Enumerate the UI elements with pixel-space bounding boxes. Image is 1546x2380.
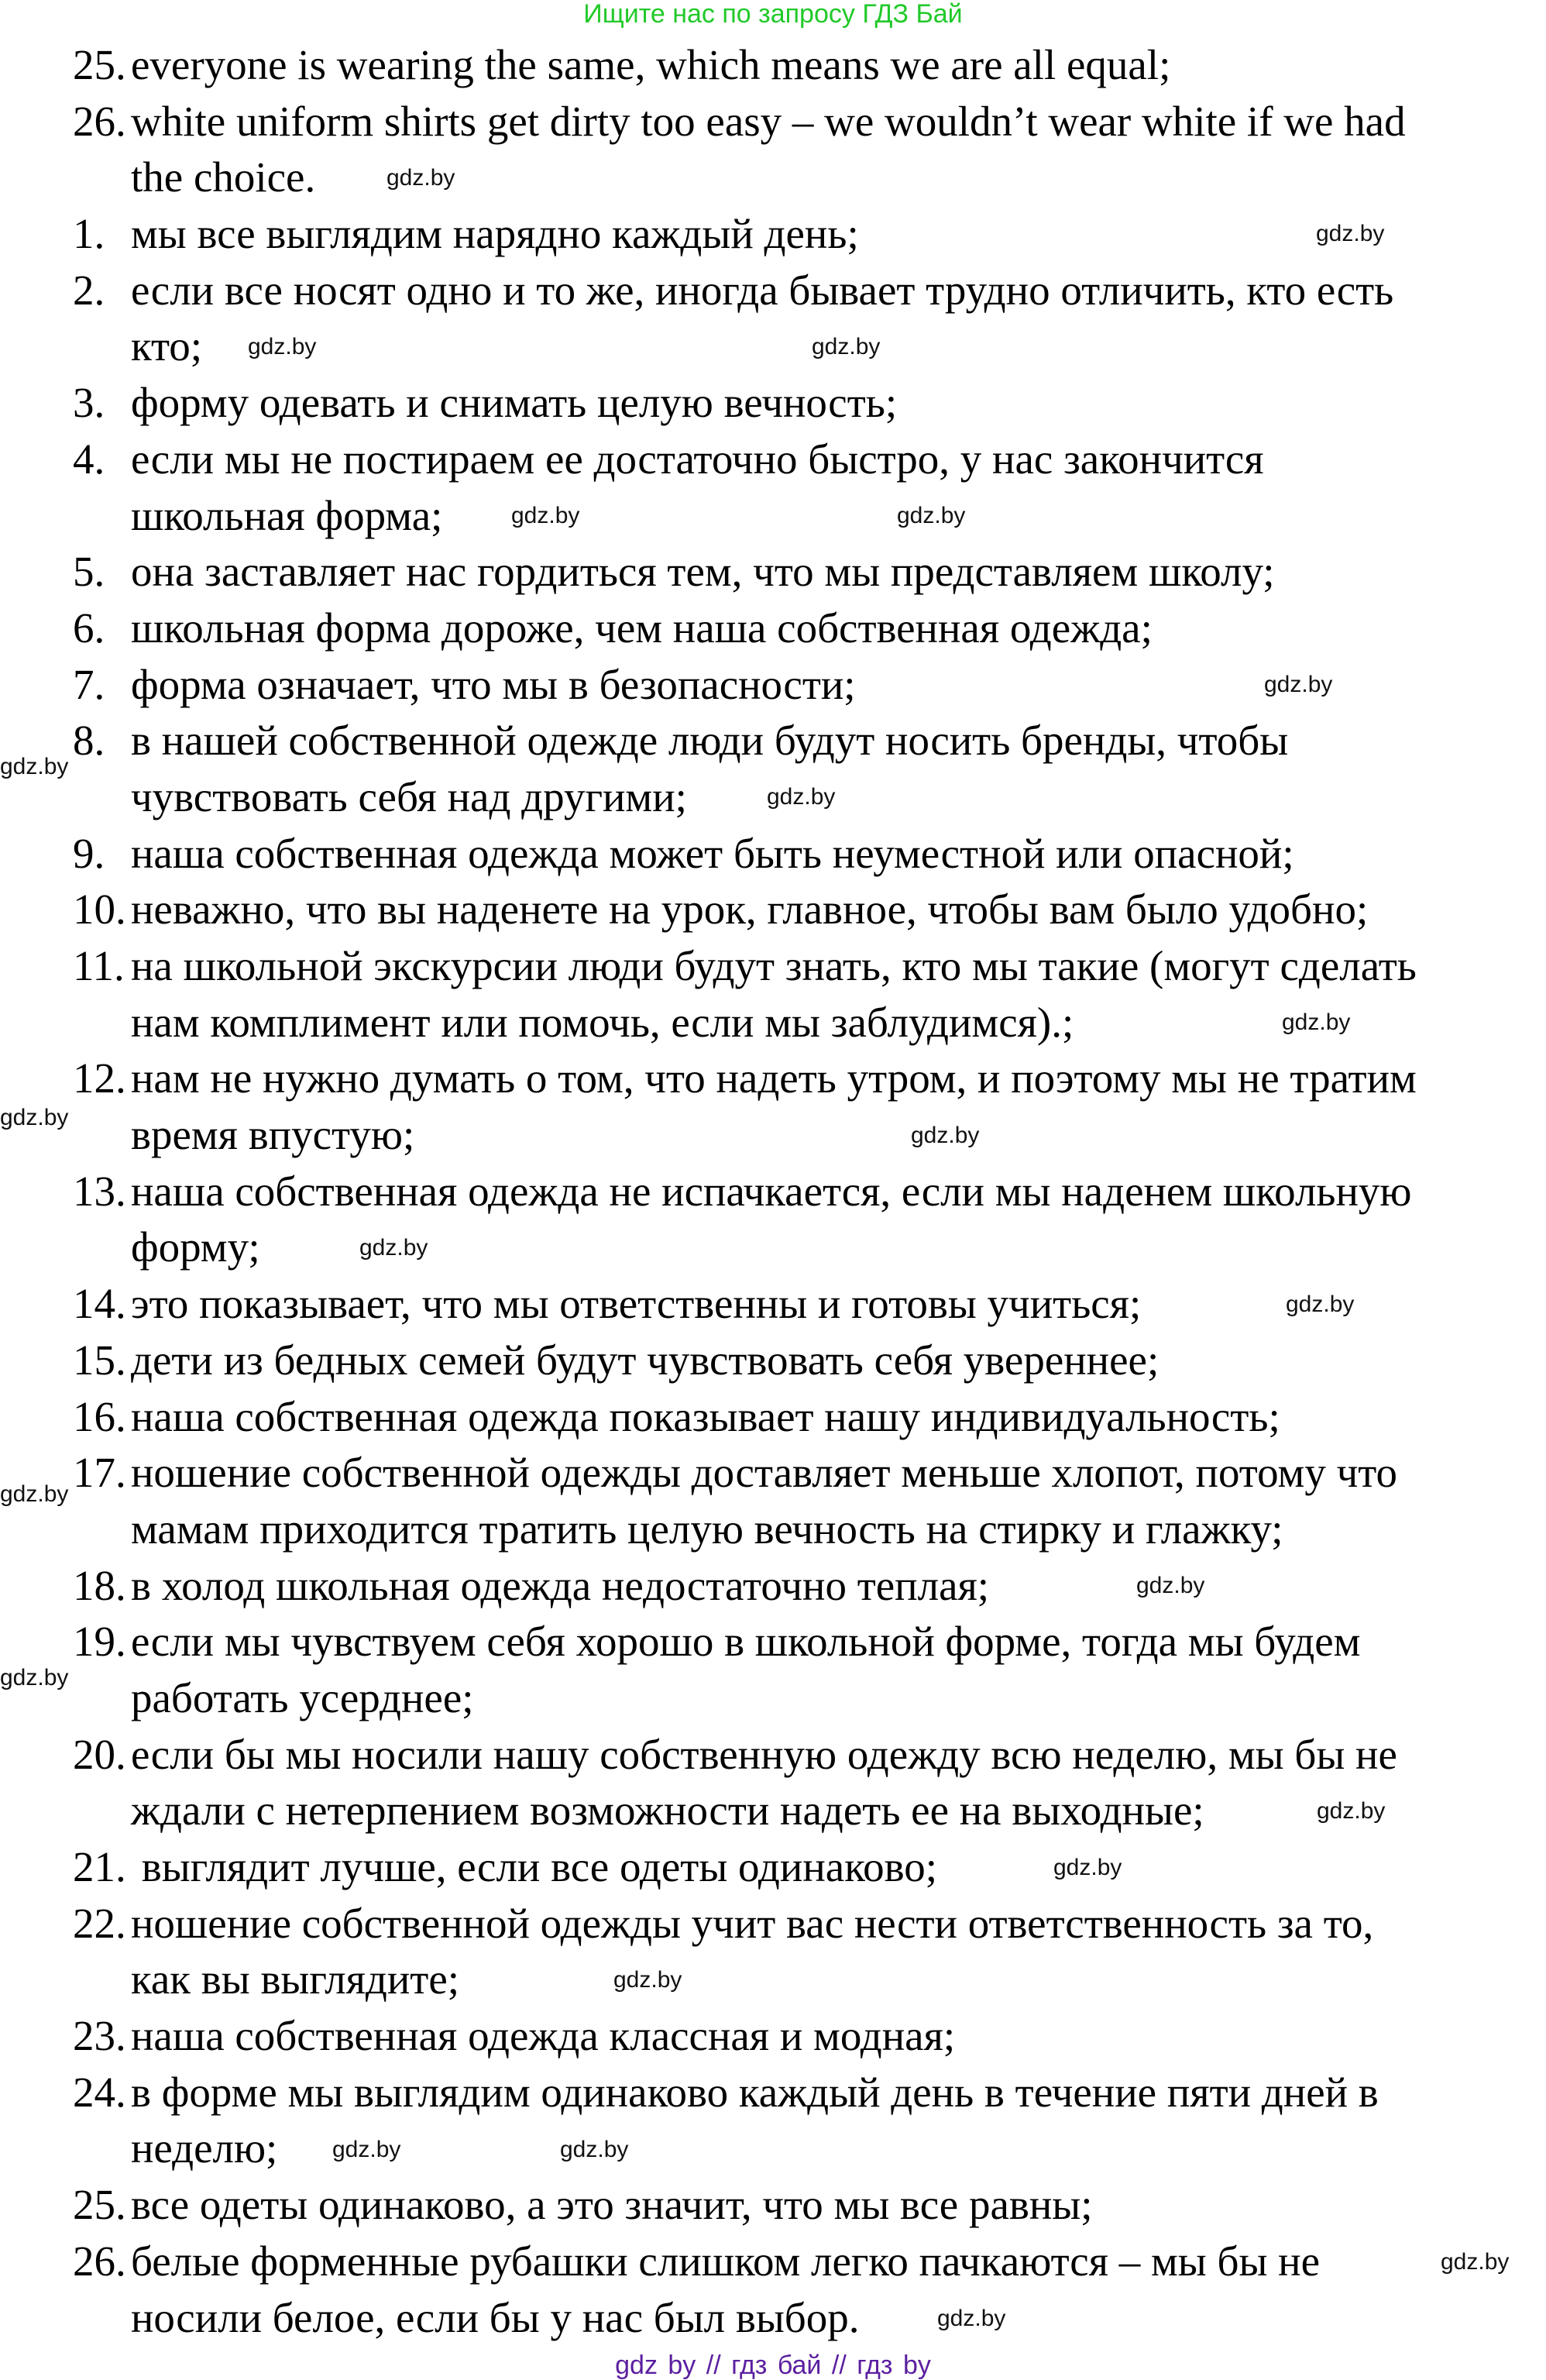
item-number: 20.	[73, 1730, 126, 1778]
gdz-watermark: gdz.by	[332, 2137, 401, 2162]
list-item	[73, 1952, 1417, 2008]
item-text: если все носят одно и то же, иногда бывает трудно отличить, кто есть	[131, 266, 1394, 314]
gdz-watermark: gdz.by	[248, 334, 317, 359]
item-text: в нашей собственной одежде люди будут носить бренды, чтобы	[131, 717, 1289, 765]
gdz-watermark: gdz.by	[613, 1967, 682, 1993]
list-item	[73, 1783, 1417, 1839]
item-text: все одеты одинаково, а это значит, что мы все равны;	[131, 2181, 1093, 2229]
list-item	[73, 263, 1417, 319]
item-text: наша собственная одежда показывает нашу индивидуальность;	[131, 1392, 1280, 1440]
list-item	[73, 995, 1417, 1051]
item-number: 25.	[73, 2181, 126, 2229]
list-item	[73, 1501, 1417, 1558]
list-item	[73, 713, 1417, 769]
item-text: это показывает, что мы ответственны и готовы учиться;	[131, 1280, 1142, 1328]
item-text: наша собственная одежда может быть неуместной или опасной;	[131, 829, 1294, 877]
item-number: 5.	[73, 548, 105, 596]
list-item	[73, 1445, 1417, 1501]
item-text: everyone is wearing the same, which means we are all equal;	[131, 41, 1171, 88]
list-item	[73, 1389, 1417, 1446]
list-item	[73, 1896, 1417, 1952]
list-item	[73, 94, 1417, 150]
list-item	[73, 657, 1417, 714]
list-item	[73, 1670, 1417, 1727]
item-number: 6.	[73, 604, 105, 652]
item-number: 16.	[73, 1392, 126, 1440]
item-number: 18.	[73, 1561, 126, 1609]
item-text: кто;	[131, 322, 203, 370]
list-item	[73, 1614, 1417, 1670]
item-text: неважно, что вы наденете на урок, главное, чтобы вам было удобно;	[131, 886, 1369, 934]
list-item	[73, 882, 1417, 938]
item-number: 2.	[73, 266, 105, 314]
gdz-watermark: gdz.by	[1264, 672, 1333, 697]
list-item	[73, 544, 1417, 600]
item-text: наша собственная одежда не испачкается, если мы наденем школьную	[131, 1167, 1412, 1215]
gdz-watermark: gdz.by	[0, 1105, 69, 1130]
list-item	[73, 769, 1417, 826]
list-item	[73, 2177, 1417, 2234]
item-text: работать усерднее;	[131, 1673, 474, 1721]
item-text: форма означает, что мы в безопасности;	[131, 660, 856, 708]
item-number: 23.	[73, 2012, 126, 2060]
exercise-answer-list	[73, 37, 1417, 2346]
list-item	[73, 600, 1417, 657]
gdz-watermark: gdz.by	[812, 334, 881, 359]
gdz-watermark: gdz.by	[0, 1481, 69, 1507]
item-number: 11.	[73, 942, 125, 989]
item-text: она заставляет нас гордиться тем, что мы представляем школу;	[131, 548, 1275, 596]
gdz-watermark: gdz.by	[1317, 1798, 1386, 1824]
item-text: нам комплимент или помочь, если мы заблудимся).;	[131, 998, 1074, 1046]
list-item	[73, 432, 1417, 488]
gdz-watermark: gdz.by	[1441, 2249, 1510, 2275]
gdz-watermark: gdz.by	[1136, 1573, 1205, 1598]
list-item	[73, 1558, 1417, 1615]
item-text: white uniform shirts get dirty too easy – we wouldn’t wear white if we had	[131, 97, 1406, 145]
list-item	[73, 1051, 1417, 1107]
item-number: 24.	[73, 2068, 126, 2116]
item-text: неделю;	[131, 2124, 278, 2172]
item-number: 26.	[73, 2237, 126, 2285]
item-number: 12.	[73, 1054, 126, 1102]
list-item	[73, 488, 1417, 545]
item-number: 21.	[73, 1843, 126, 1890]
item-text: белые форменные рубашки слишком легко пачкаются – мы бы не	[131, 2237, 1321, 2285]
item-text: школьная форма дороже, чем наша собственная одежда;	[131, 604, 1153, 652]
item-number: 10.	[73, 886, 126, 934]
list-item	[73, 1333, 1417, 1389]
list-item	[73, 37, 1417, 94]
item-number: 9.	[73, 829, 105, 877]
list-item	[73, 2234, 1417, 2290]
gdz-watermark: gdz.by	[1282, 1009, 1351, 1035]
gdz-watermark: gdz.by	[0, 754, 69, 779]
gdz-watermark: gdz.by	[1053, 1855, 1122, 1880]
item-number: 3.	[73, 379, 105, 427]
item-text: ношение собственной одежды доставляет меньше хлопот, потому что	[131, 1449, 1398, 1497]
item-text: в форме мы выглядим одинаково каждый день в течение пяти дней в	[131, 2068, 1379, 2116]
gdz-watermark: gdz.by	[1316, 221, 1385, 246]
gdz-watermark: gdz.by	[560, 2137, 629, 2162]
item-text: наша собственная одежда классная и модная;	[131, 2012, 956, 2060]
list-item	[73, 938, 1417, 995]
gdz-watermark: gdz.by	[767, 784, 836, 810]
item-number: 26.	[73, 97, 126, 145]
list-item	[73, 1107, 1417, 1164]
list-item	[73, 1839, 1417, 1896]
item-text: если мы чувствуем себя хорошо в школьной форме, тогда мы будем	[131, 1618, 1361, 1666]
item-number: 4.	[73, 435, 105, 483]
item-number: 8.	[73, 717, 105, 765]
gdz-watermark: gdz.by	[359, 1235, 428, 1261]
list-item	[73, 1219, 1417, 1276]
gdz-watermark: gdz.by	[386, 165, 455, 191]
item-text: the choice.	[131, 153, 316, 201]
list-item	[73, 150, 1417, 206]
item-text: ждали с нетерпением возможности надеть ее на выходные;	[131, 1787, 1204, 1835]
item-number: 17.	[73, 1449, 126, 1497]
gdz-watermark: gdz.by	[911, 1123, 980, 1148]
item-number: 7.	[73, 660, 105, 708]
list-item	[73, 2290, 1417, 2347]
item-text: если мы не постираем ее достаточно быстро, у нас закончится	[131, 435, 1264, 483]
list-item	[73, 826, 1417, 882]
item-text: на школьной экскурсии люди будут знать, кто мы такие (могут сделать	[131, 942, 1417, 989]
list-item	[73, 375, 1417, 432]
item-number: 15.	[73, 1336, 126, 1384]
gdz-watermark: gdz.by	[0, 1665, 69, 1690]
item-text: мамам приходится тратить целую вечность на стирку и глажку;	[131, 1505, 1283, 1553]
list-item	[73, 2065, 1417, 2121]
item-text: форму;	[131, 1223, 260, 1271]
item-text: чувствовать себя над другими;	[131, 772, 687, 820]
gdz-watermark: gdz.by	[511, 503, 580, 528]
list-item	[73, 1727, 1417, 1783]
list-item	[73, 1276, 1417, 1333]
item-text: нам не нужно думать о том, что надеть утром, и поэтому мы не тратим	[131, 1054, 1417, 1102]
list-item	[73, 1164, 1417, 1220]
list-item	[73, 2120, 1417, 2177]
item-text: если бы мы носили нашу собственную одежду всю неделю, мы бы не	[131, 1730, 1397, 1778]
item-text: ношение собственной одежды учит вас нести ответственность за то,	[131, 1899, 1374, 1947]
item-text: выглядит лучше, если все одеты одинаково;	[131, 1843, 937, 1890]
item-text: дети из бедных семей будут чувствовать себя увереннее;	[131, 1336, 1160, 1384]
item-number: 22.	[73, 1899, 126, 1947]
footer-site-links[interactable]: gdz by // гдз бай // гдз by	[615, 2351, 931, 2380]
item-text: школьная форма;	[131, 491, 443, 539]
item-text: в холод школьная одежда недостаточно теплая;	[131, 1561, 990, 1609]
gdz-watermark: gdz.by	[897, 503, 966, 528]
search-promo-banner[interactable]: Ищите нас по запросу ГДЗ Бай	[583, 0, 963, 29]
item-text: мы все выглядим нарядно каждый день;	[131, 210, 859, 258]
gdz-watermark: gdz.by	[937, 2306, 1006, 2331]
gdz-watermark: gdz.by	[1286, 1291, 1355, 1317]
item-text: как вы выглядите;	[131, 1955, 460, 2003]
item-number: 1.	[73, 210, 105, 258]
item-number: 13.	[73, 1167, 126, 1215]
list-item	[73, 2008, 1417, 2065]
item-number: 19.	[73, 1618, 126, 1666]
item-number: 25.	[73, 41, 126, 88]
list-item	[73, 206, 1417, 263]
item-number: 14.	[73, 1280, 126, 1328]
item-text: форму одевать и снимать целую вечность;	[131, 379, 898, 427]
item-text: время впустую;	[131, 1111, 415, 1159]
item-text: носили белое, если бы у нас был выбор.	[131, 2293, 860, 2341]
